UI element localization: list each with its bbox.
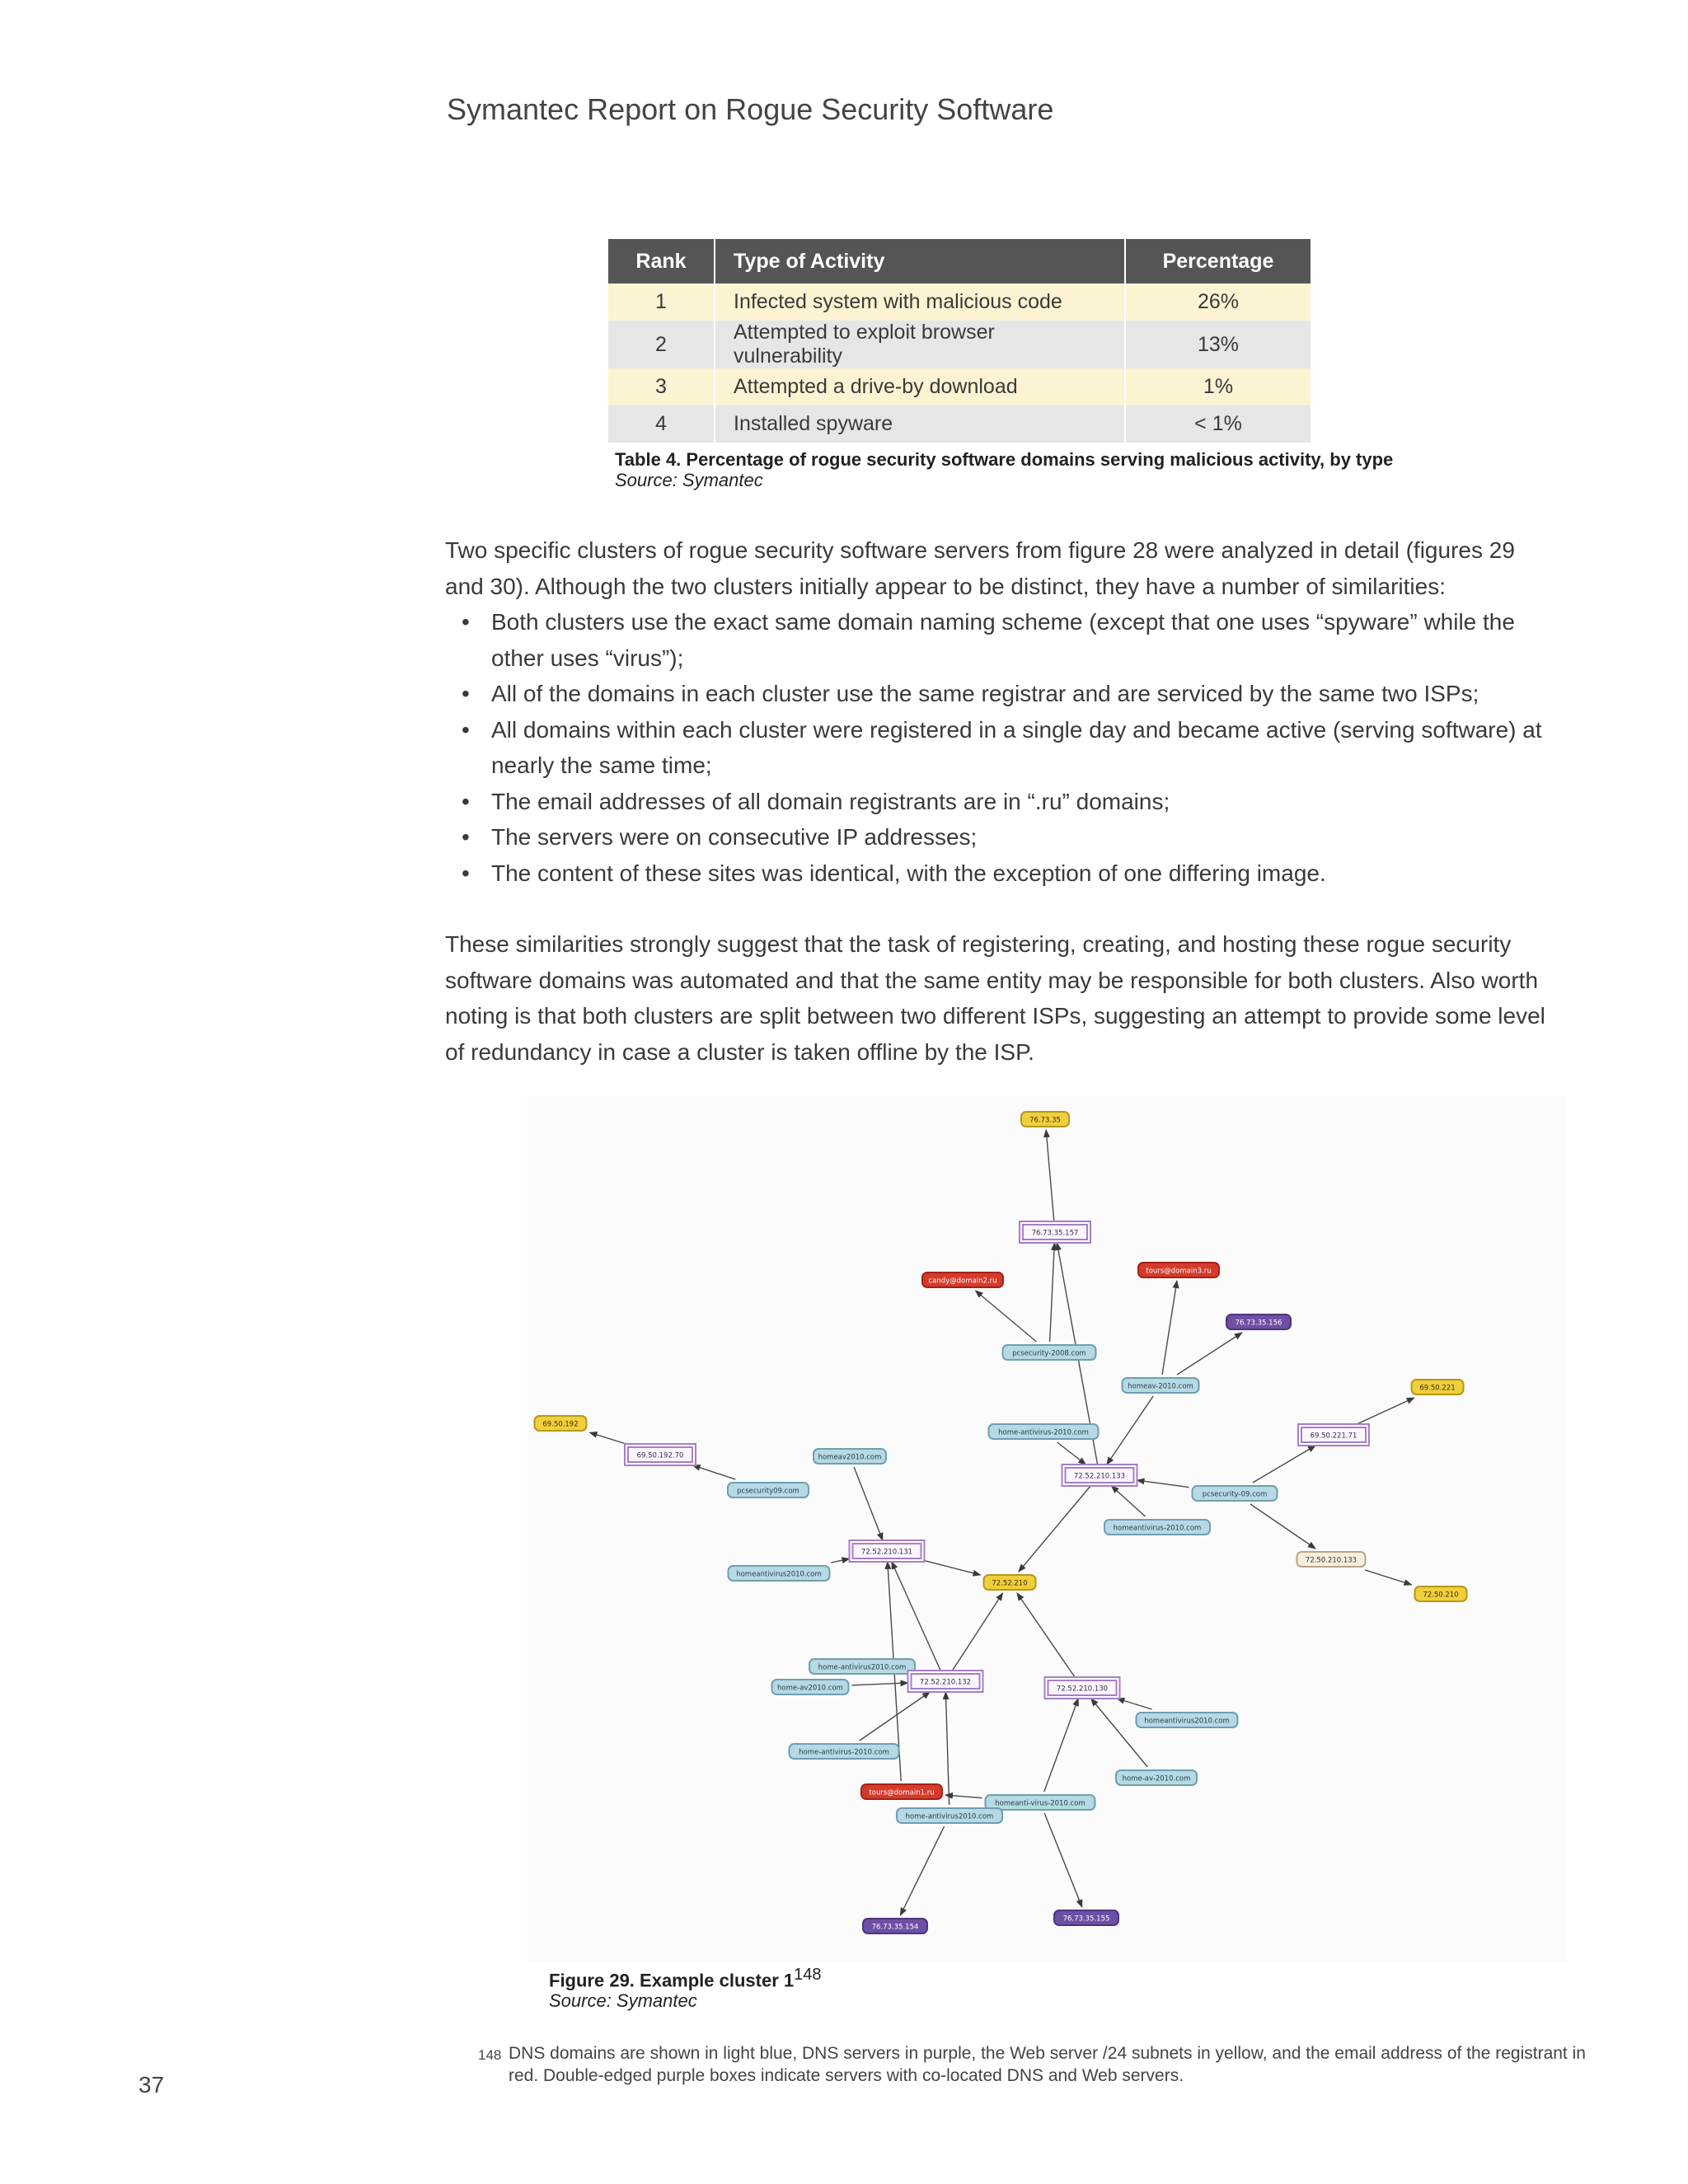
- node-label: 72.52.210.133: [1073, 1472, 1126, 1481]
- colocated-server-node: [1020, 1221, 1090, 1243]
- paragraph-conclusion: These similarities strongly suggest that the task of registering, creating, and hosting these rogue security software domains was automated and that the same entity may be responsible for both clusters. Also worth noting is that both clusters are split between two different ISPs, suggesting an attempt to provide some level of redundancy in case a cluster is taken offline by the ISP.: [445, 931, 1545, 1065]
- web-subnet-node: [1021, 1112, 1069, 1127]
- table-row: [608, 405, 1311, 443]
- graph-edge: [1250, 1504, 1315, 1549]
- node-label: homeav2010.com: [818, 1453, 882, 1462]
- node-label: 69.50.221: [1419, 1384, 1456, 1393]
- web-subnet-node: [535, 1416, 587, 1431]
- figure-caption-source: Source: Symantec: [549, 1990, 697, 2012]
- list-item: [445, 604, 1554, 676]
- graph-edge: [852, 1683, 908, 1685]
- activity-cell: Infected system with malicious code: [715, 284, 1125, 321]
- list-item-text: The servers were on consecutive IP addresses;: [491, 824, 978, 850]
- graph-edge: [945, 1795, 982, 1797]
- column-header-type: Type of Activity: [715, 239, 1125, 284]
- dns-domain-node: [1193, 1486, 1278, 1501]
- activity-cell: Attempted to exploit browser vulnerability: [715, 321, 1125, 368]
- node-label: tours@domain1.ru: [869, 1788, 935, 1797]
- footnote-reference: 148: [794, 1966, 822, 1984]
- graph-edge: [1017, 1593, 1075, 1677]
- list-item: [445, 784, 1554, 820]
- rank-cell: 4: [608, 405, 715, 443]
- node-label: 72.52.210.131: [860, 1548, 913, 1557]
- node-label: home-av-2010.com: [1122, 1774, 1191, 1783]
- graph-edge: [892, 1562, 940, 1671]
- list-item: [445, 676, 1554, 712]
- node-label: homeanti-virus-2010.com: [995, 1799, 1085, 1808]
- dns-domain-node: [729, 1566, 830, 1581]
- column-header-percentage: Percentage: [1125, 239, 1311, 284]
- list-item-text: The content of these sites was identical, with the exception of one differing image.: [491, 860, 1326, 886]
- graph-edge: [1137, 1480, 1189, 1487]
- web-subnet-node: [1415, 1586, 1467, 1601]
- percentage-cell: 13%: [1125, 321, 1311, 368]
- colocated-server-node: [1298, 1424, 1369, 1446]
- bullet-icon: •: [462, 860, 470, 886]
- rank-cell: 3: [608, 368, 715, 405]
- node-label: 76.73.35.156: [1235, 1319, 1282, 1328]
- graph-edge: [976, 1291, 1037, 1342]
- table-row: [608, 284, 1311, 321]
- dns-server-node: [863, 1919, 927, 1933]
- graph-edge: [1117, 1699, 1151, 1709]
- node-label: 72.52.210: [992, 1579, 1028, 1588]
- cluster-graph-figure: [528, 1096, 1566, 1961]
- table-header-row: [608, 239, 1311, 284]
- node-label: candy@domain2.ru: [928, 1277, 997, 1286]
- graph-edge: [1162, 1281, 1177, 1375]
- colocated-server-node: [1045, 1677, 1120, 1699]
- footnote-number: 148: [478, 2047, 502, 2063]
- graph-edge: [1091, 1699, 1148, 1767]
- graph-edge: [1107, 1396, 1153, 1465]
- node-label: homeantivirus-2010.com: [1113, 1524, 1202, 1533]
- table-caption-title: Table 4. Percentage of rogue security software domains serving malicious activity, by type: [615, 449, 1394, 470]
- footnote: [478, 2042, 1599, 2087]
- percentage-cell: 1%: [1125, 368, 1311, 405]
- list-item-text: Both clusters use the exact same domain naming scheme (except that one uses “spyware” while the other uses “virus”);: [491, 609, 1515, 671]
- graph-edge: [1044, 1813, 1082, 1907]
- list-item-text: All domains within each cluster were registered in a single day and became active (serving software) at nearly the same time;: [491, 716, 1542, 778]
- rank-cell: 1: [608, 284, 715, 321]
- list-item: [445, 855, 1554, 892]
- activity-cell: Attempted a drive-by download: [715, 368, 1125, 405]
- table-row: [608, 321, 1311, 368]
- graph-edge: [590, 1432, 626, 1444]
- node-label: tours@domain3.ru: [1146, 1267, 1212, 1276]
- node-label: homeantivirus2010.com: [736, 1570, 822, 1579]
- node-label: homeantivirus2010.com: [1144, 1717, 1230, 1726]
- registrant-email-node: [861, 1784, 942, 1799]
- node-label: home-antivirus-2010.com: [799, 1748, 889, 1757]
- graph-edge: [1057, 1442, 1086, 1465]
- graph-edge: [925, 1561, 981, 1575]
- dns-domain-node: [1003, 1345, 1096, 1360]
- column-header-rank: Rank: [608, 239, 715, 284]
- percentage-cell: < 1%: [1125, 405, 1311, 443]
- graph-edge: [854, 1467, 883, 1540]
- dns-domain-node: [728, 1483, 809, 1497]
- node-label: 76.73.35.155: [1062, 1915, 1110, 1924]
- graph-edge: [1050, 1243, 1055, 1342]
- colocated-server-node: [625, 1444, 696, 1465]
- figure-caption-title: Figure 29. Example cluster 1: [549, 1970, 795, 1991]
- dns-domain-node: [790, 1744, 899, 1759]
- node-label: home-antivirus2010.com: [818, 1663, 907, 1672]
- dns-domain-node: [897, 1808, 1002, 1823]
- node-label: home-antivirus2010.com: [905, 1812, 994, 1821]
- node-label: homeav-2010.com: [1128, 1382, 1193, 1391]
- graph-edge: [1044, 1699, 1078, 1792]
- report-title: Symantec Report on Rogue Security Software: [447, 92, 1054, 126]
- node-label: 76.73.35.154: [871, 1923, 919, 1932]
- rank-cell: 2: [608, 321, 715, 368]
- colocated-server-node: [1062, 1465, 1137, 1486]
- graph-edge: [860, 1692, 930, 1741]
- graph-nodes: [535, 1112, 1467, 1933]
- graph-edge: [1111, 1486, 1145, 1516]
- node-label: pcsecurity-09.com: [1202, 1490, 1268, 1499]
- bullet-icon: •: [462, 609, 470, 635]
- activity-table: [608, 239, 1311, 443]
- graph-edge: [1365, 1570, 1411, 1585]
- graph-edge: [945, 1692, 949, 1805]
- web-subnet-node: [1412, 1380, 1464, 1394]
- dns-domain-node: [772, 1680, 849, 1694]
- registrant-email-node: [922, 1272, 1003, 1287]
- graph-edge: [1177, 1333, 1242, 1375]
- node-label: 72.52.210.130: [1056, 1685, 1109, 1694]
- dns-server-node: [1226, 1315, 1291, 1329]
- colocated-server-node: [850, 1540, 925, 1562]
- bullet-icon: •: [462, 824, 470, 850]
- dns-domain-node: [1104, 1520, 1210, 1535]
- node-label: 76.73.35.157: [1031, 1229, 1079, 1238]
- node-label: home-av2010.com: [777, 1684, 843, 1693]
- dns-domain-node: [1123, 1378, 1199, 1393]
- node-label: 72.50.210: [1423, 1591, 1459, 1600]
- node-label: 69.50.192: [542, 1420, 579, 1429]
- list-item: [445, 712, 1554, 784]
- registrant-email-node: [1138, 1263, 1219, 1277]
- graph-edge: [1253, 1446, 1315, 1483]
- dns-server-node: [1054, 1910, 1118, 1925]
- node-label: 69.50.221.71: [1310, 1432, 1357, 1441]
- graph-edge: [1357, 1398, 1414, 1424]
- colocated-server-node: [908, 1671, 983, 1692]
- graph-edge: [900, 1826, 944, 1915]
- web-subnet-node: [984, 1575, 1036, 1590]
- table-row: [608, 368, 1311, 405]
- activity-cell: Installed spyware: [715, 405, 1125, 443]
- bullet-icon: •: [462, 716, 470, 743]
- node-label: pcsecurity09.com: [737, 1487, 799, 1496]
- node-label: pcsecurity-2008.com: [1012, 1349, 1086, 1358]
- graph-edge: [952, 1593, 1002, 1671]
- percentage-cell: 26%: [1125, 284, 1311, 321]
- graph-edge: [831, 1558, 849, 1563]
- graph-edge: [693, 1465, 736, 1479]
- node-label: 69.50.192.70: [636, 1451, 684, 1460]
- bullet-icon: •: [462, 788, 470, 814]
- web-server-node: [1297, 1552, 1366, 1567]
- cluster-graph: [528, 1096, 1566, 1961]
- page-number: 37: [138, 2072, 165, 2097]
- paragraph-intro: Two specific clusters of rogue security software servers from figure 28 were analyzed in detail (figures 29 and 30). Although the two clusters initially appear to be distinct, they have a number of similarities:: [445, 537, 1515, 599]
- dns-domain-node: [989, 1424, 1099, 1439]
- list-item-text: All of the domains in each cluster use the same registrar and are serviced by the same two ISPs;: [491, 681, 1479, 706]
- table-caption-source: Source: Symantec: [615, 470, 763, 490]
- dns-domain-node: [814, 1449, 886, 1464]
- dns-domain-node: [1116, 1770, 1197, 1785]
- list-item: [445, 819, 1554, 855]
- graph-edge: [1019, 1486, 1090, 1572]
- table-caption: [615, 449, 1393, 490]
- node-label: 72.52.210.132: [919, 1678, 972, 1687]
- dns-domain-node: [1137, 1713, 1238, 1727]
- bullet-icon: •: [462, 681, 470, 706]
- list-item-text: The email addresses of all domain registrants are in “.ru” domains;: [491, 788, 1170, 814]
- dns-domain-node: [986, 1795, 1095, 1810]
- footnote-text: DNS domains are shown in light blue, DNS servers in purple, the Web server /24 subnets in yellow, and the email address of the registrant in red. Double-edged purple boxes indicate servers with co-located DNS and Web servers.: [509, 2044, 1586, 2085]
- dns-domain-node: [809, 1659, 915, 1674]
- figure-caption: [549, 1965, 822, 2011]
- node-label: home-antivirus-2010.com: [998, 1428, 1089, 1437]
- node-label: 76.73.35: [1029, 1116, 1061, 1125]
- node-label: 72.50.210.133: [1305, 1556, 1357, 1565]
- similarities-list: [445, 604, 1554, 891]
- graph-edge: [1046, 1130, 1054, 1221]
